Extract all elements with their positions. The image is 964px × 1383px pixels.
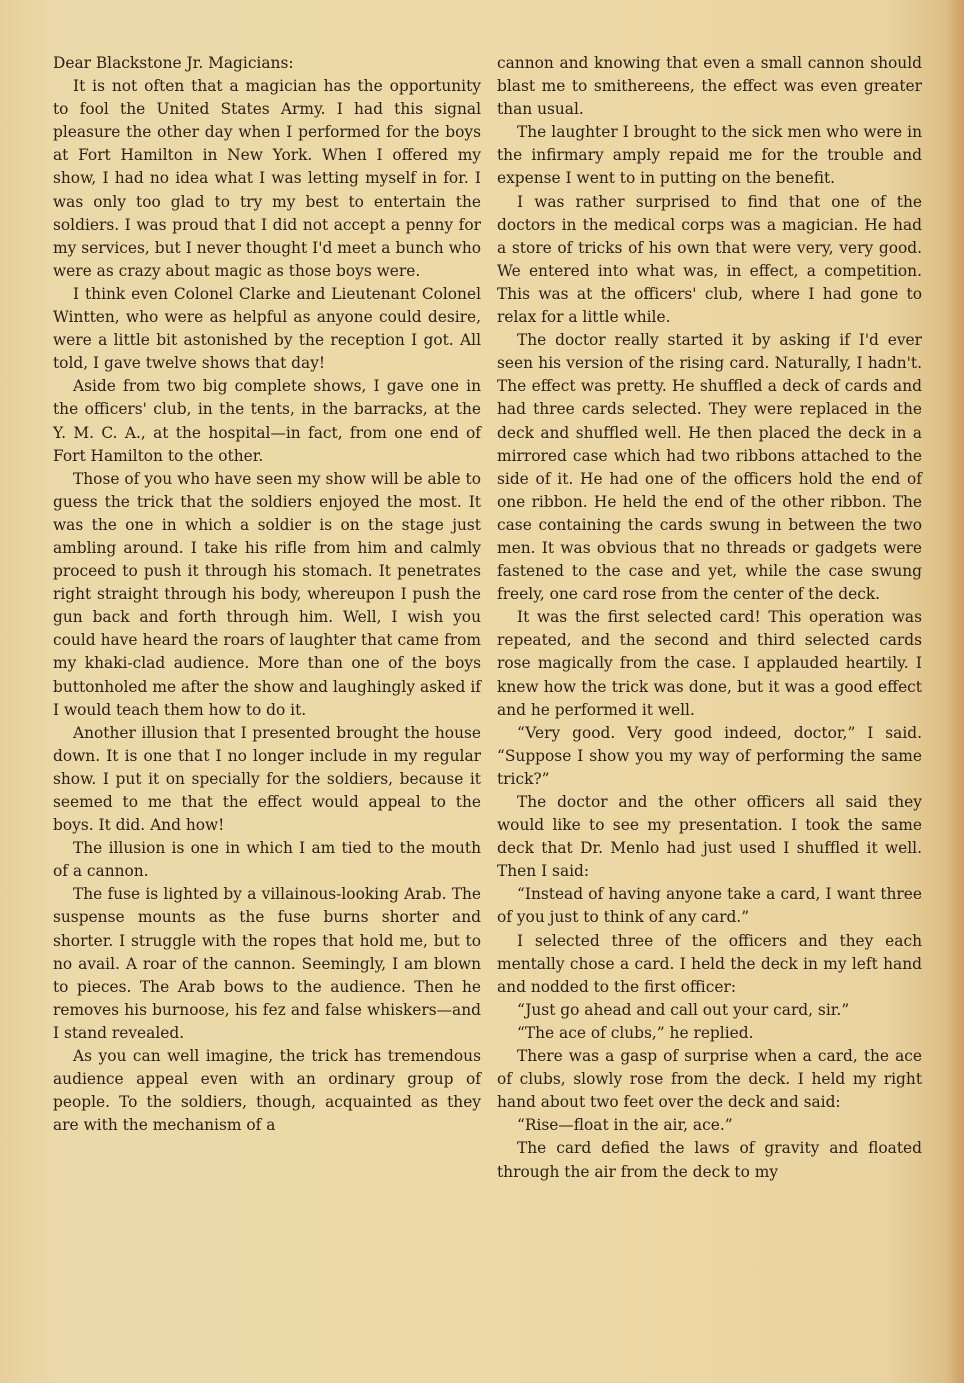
paragraph: It is not often that a magician has the opportunity to fool the United States Army. I had this signal pleasure the other day when I performed for the boys at Fort Hamilton in New York. When I offered my show, I had no idea what I was letting myself in for. I was only too glad to try my best to entertain the soldiers. I was proud that I did not accept a penny for my services, but I never thought I'd meet a bunch who were as crazy about magic as those boys were.	[53, 77, 481, 280]
paragraph: Aside from two big complete shows, I gave one in the officers' club, in the tents, in the barracks, at the Y. M. C. A., at the hospital—in fact, from one end of Fort Hamilton to the other.	[53, 377, 481, 465]
paragraph: As you can well imagine, the trick has tremendous audience appeal even with an ordinary group of people. To the soldiers, though, acquainted as they are with the mechanism of a	[53, 1047, 481, 1135]
paragraph: The illusion is one in which I am tied to the mouth of a cannon.	[53, 839, 481, 881]
left-column	[53, 52, 481, 1137]
paragraph: I selected three of the officers and they each mentally chose a card. I held the deck in my left hand and nodded to the first officer:	[497, 931, 922, 996]
paragraph: The doctor and the other officers all said they would like to see my presentation. I took the same deck that Dr. Menlo had just used I shuffled it well. Then I said:	[497, 793, 922, 881]
paragraph: “Instead of having anyone take a card, I want three of you just to think of any card.”	[497, 885, 922, 927]
paragraph: The doctor really started it by asking if I'd ever seen his version of the rising card. Naturally, I hadn't. The effect was pretty. He shuffled a deck of cards and had three cards selected. They were replaced in the deck and shuffled well. He then placed the deck in a mirrored case which had two ribbons attached to the side of it. He had one of the officers hold the end of one ribbon. He held the end of the other ribbon. The case containing the cards swung in between the two men. It was obvious that no threads or gadgets were fastened to the case and yet, while the case swung freely, one card rose from the center of the deck.	[497, 331, 922, 604]
paragraph: The card defied the laws of gravity and floated through the air from the deck to my	[497, 1139, 922, 1181]
paragraph: The laughter I brought to the sick men who were in the infirmary amply repaid me for the trouble and expense I went to in putting on the benefit.	[497, 123, 922, 188]
paragraph: “Just go ahead and call out your card, sir.”	[517, 1000, 850, 1019]
paragraph: I think even Colonel Clarke and Lieutenant Colonel Wintten, who were as helpful as anyone could desire, were a little bit astonished by the reception I got. All told, I gave twelve shows that day!	[53, 284, 481, 373]
paragraph: “Very good. Very good indeed, doctor,” I said. “Suppose I show you my way of performing the same trick?”	[497, 723, 922, 788]
paragraph: There was a gasp of surprise when a card, the ace of clubs, slowly rose from the deck. I held my right hand about two feet over the deck and said:	[497, 1047, 922, 1112]
paragraph: Those of you who have seen my show will be able to guess the trick that the soldiers enjoyed the most. It was the one in which a soldier is on the stage just ambling around. I take his rifle from him and calmly proceed to push it through his stomach. It penetrates right straight through his body, whereupon I push the gun back and forth through him. Well, I wish you could have heard the roars of laughter that came from my khaki-clad audience. More than one of the boys buttonholed me after the show and laughingly asked if I would teach them how to do it.	[53, 469, 481, 719]
paragraph: I was rather surprised to find that one of the doctors in the medical corps was a magician. He had a store of tricks of his own that were very, very good. We entered into what was, in effect, a competition. This was at the officers' club, where I had gone to relax for a little while.	[497, 192, 922, 327]
paragraph: It was the first selected card! This operation was repeated, and the second and third selected cards rose magically from the case. I applauded heartily. I knew how the trick was done, but it was a good effect and he performed it well.	[497, 608, 922, 719]
paragraph-continued: cannon and knowing that even a small cannon should blast me to smithereens, the effect was even greater than usual.	[497, 54, 922, 119]
paragraph: The fuse is lighted by a villainous-looking Arab. The suspense mounts as the fuse burns shorter and shorter. I struggle with the ropes that hold me, but to no avail. A roar of the cannon. Seemingly, I am blown to pieces. The Arab bows to the audience. Then he removes his burnoose, his fez and false whiskers—and I stand revealed.	[53, 885, 481, 1042]
right-column	[497, 52, 922, 1184]
paragraph: “The ace of clubs,” he replied.	[517, 1023, 754, 1042]
paragraph: Another illusion that I presented brought the house down. It is one that I no longer include in my regular show. I put it on specially for the soldiers, because it seemed to me that the effect would appeal to the boys. It did. And how!	[53, 723, 481, 835]
salutation: Dear Blackstone Jr. Magicians:	[53, 54, 294, 72]
paragraph: “Rise—float in the air, ace.”	[517, 1116, 733, 1135]
